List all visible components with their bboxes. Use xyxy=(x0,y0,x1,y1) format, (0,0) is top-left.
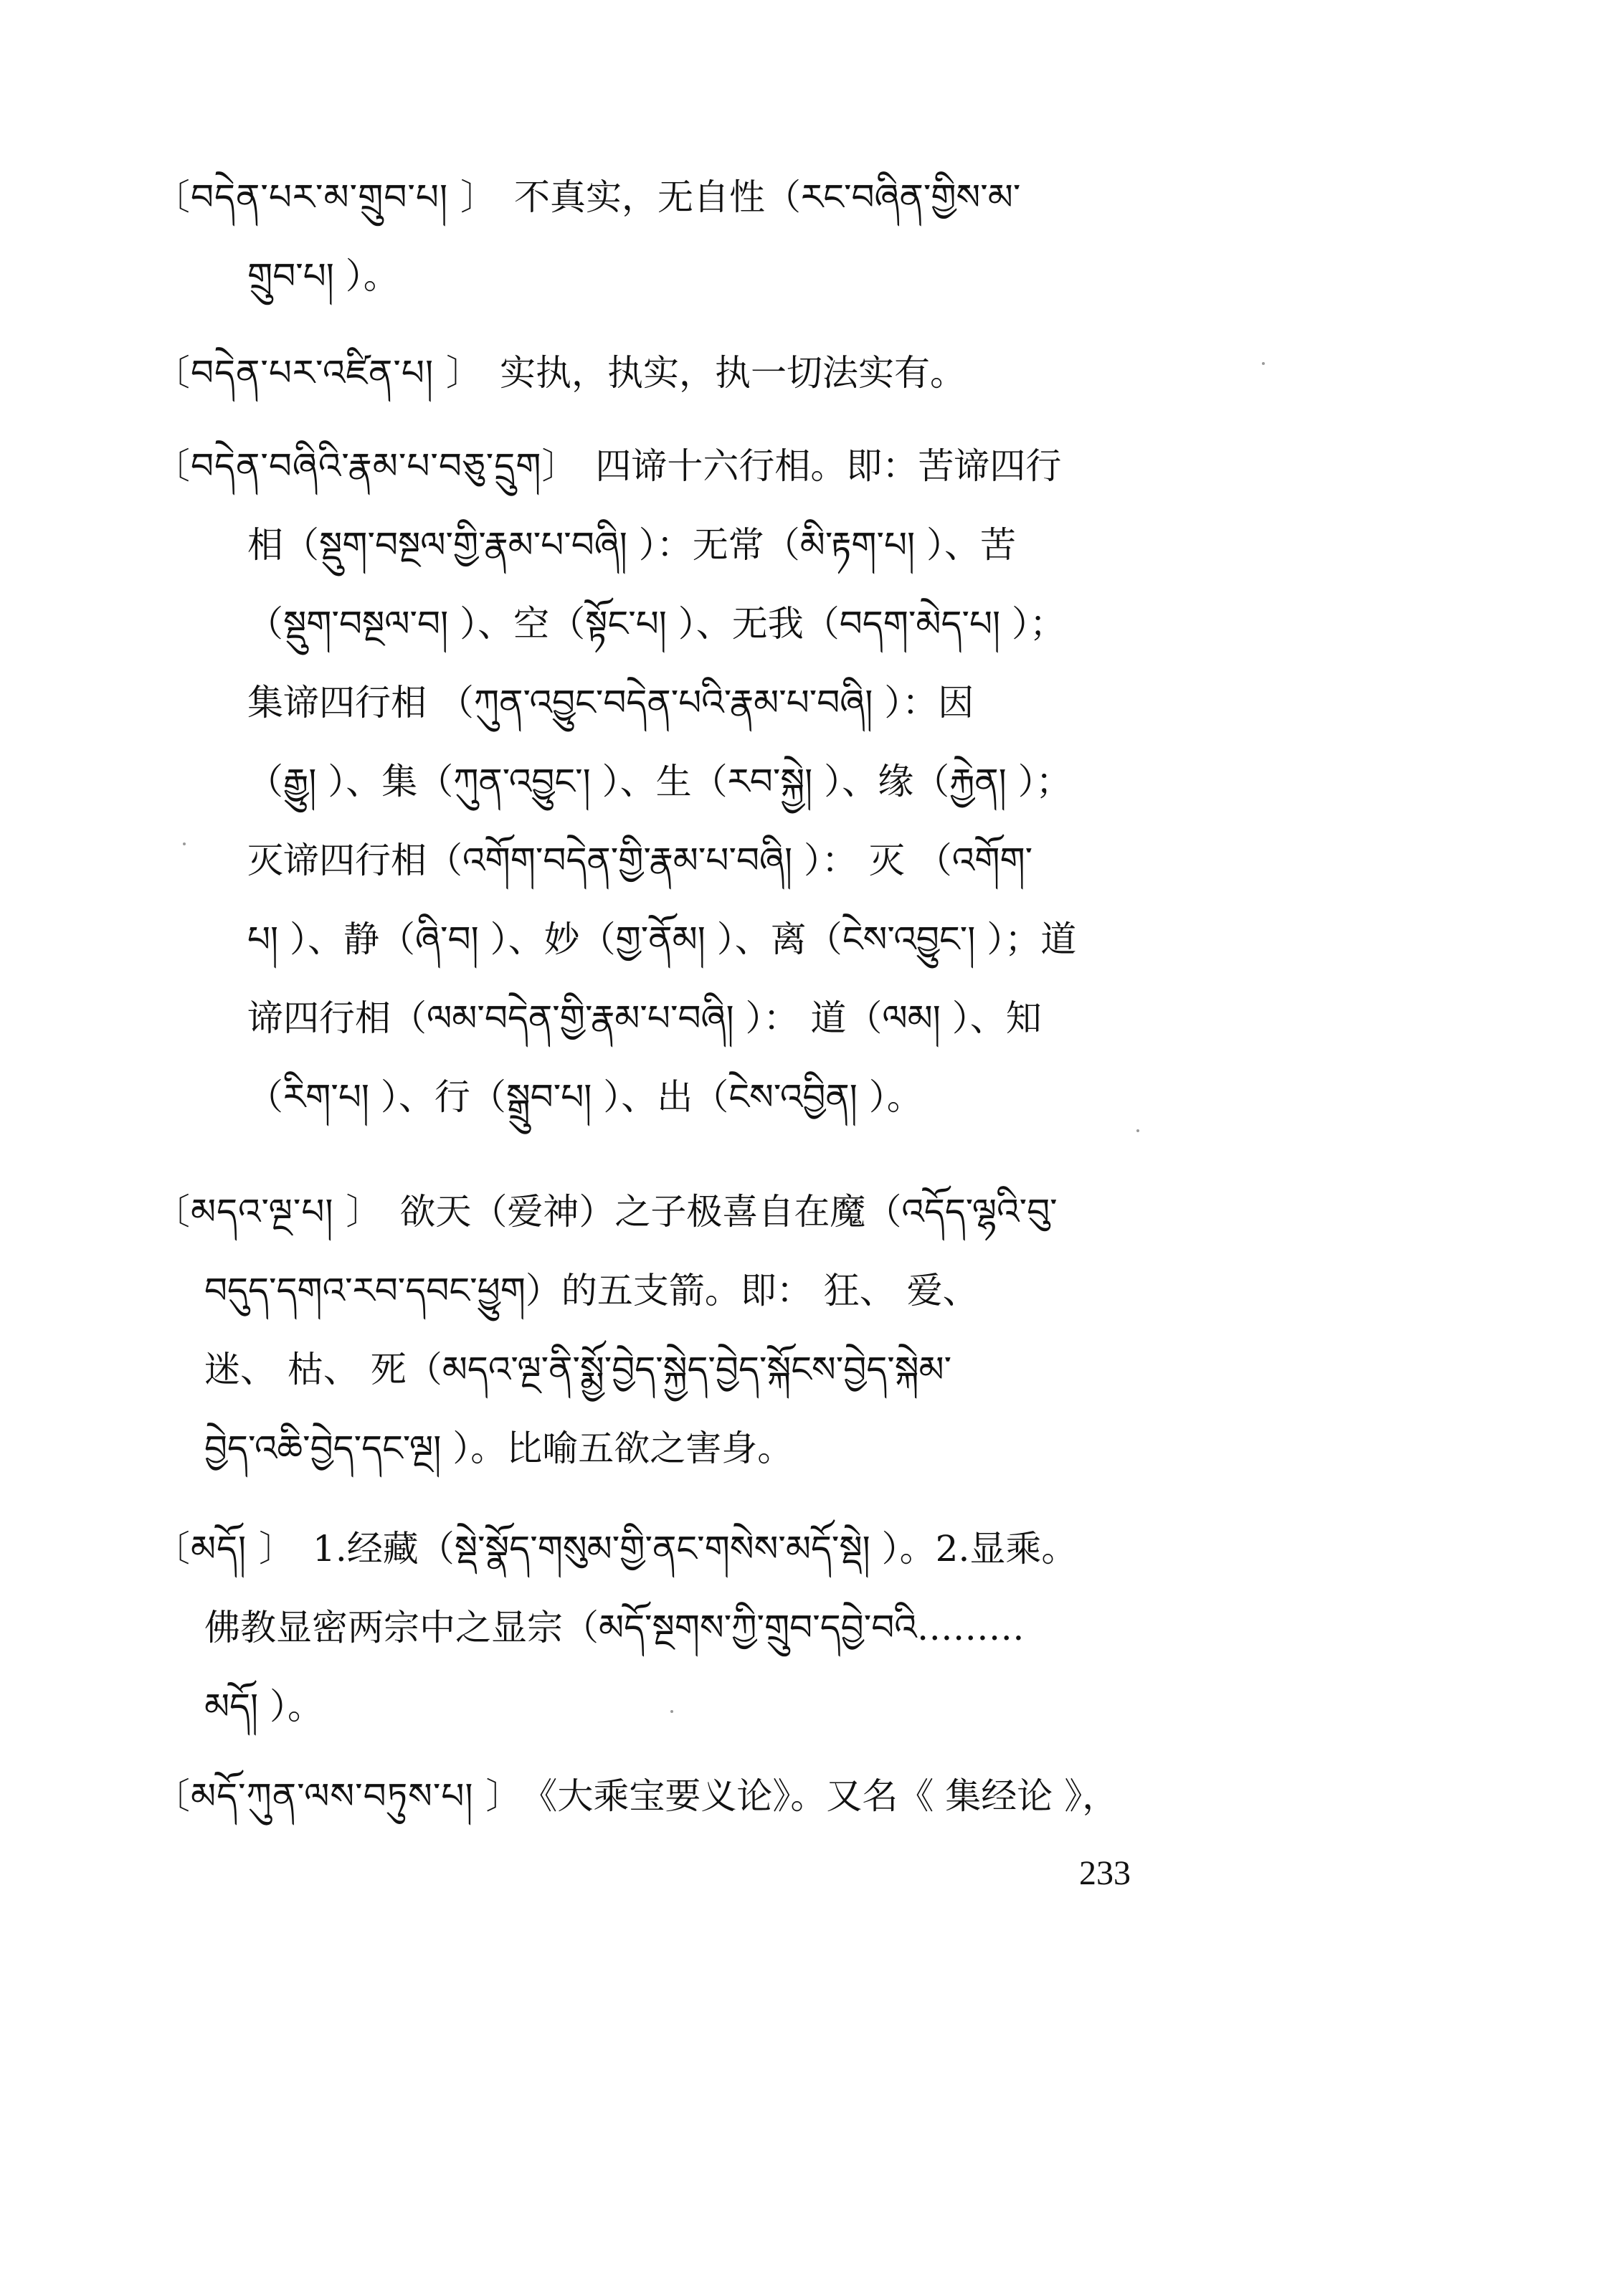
entry-definition-line: 谛四行相（ལམ་བདེན་གྱི་རྣམ་པ་བཞི། ）： 道（ལམ། ）、知 xyxy=(247,997,1042,1039)
entry-first-line xyxy=(154,1172,1244,1251)
entry-definition-line: པ། ）、静（ཞི་བ། ）、妙（གྱ་ནོམ། ）、离（ངེས་འབྱུང་། ）；道 xyxy=(247,918,1077,960)
scan-speck xyxy=(1262,362,1265,365)
entry-definition-line: 实执，执实，执一切法实有。 xyxy=(499,352,966,394)
entry-definition-line: 欲天（爱神）之子极喜自在魔（འདོད་ལྷའི་བུ་ xyxy=(399,1191,1058,1233)
scan-speck xyxy=(670,1710,673,1713)
entry-first-line xyxy=(154,158,1244,237)
entry-headword: 〔མདོ། 〕 xyxy=(154,1528,296,1570)
entry-definition-line: 集谛四行相 （ཀུན་འབྱུང་བདེན་པའི་རྣམ་པ་བཞི། ）：因 xyxy=(247,682,974,723)
entry-definition-line: 《大乘宝要义论》。又名《 集经论 》， xyxy=(539,1775,1119,1817)
dictionary-entry xyxy=(154,1757,1244,1836)
entry-first-line xyxy=(154,1757,1244,1836)
entry-definition-line: 不真实，无自性（རང་བཞིན་གྱིས་མ་ xyxy=(513,176,1021,218)
entry-headword: 〔མདའ་ལྔ་པ། 〕 xyxy=(154,1191,383,1233)
entry-definition-line: （རིག་པ། ）、行（སྒྲུབ་པ། ）、出（ངེས་འབྱིན། ）。 xyxy=(247,1076,923,1118)
dictionary-entry xyxy=(154,333,1244,412)
entry-definition-line: 1.经藏（སྡེ་སྣོད་གསུམ་གྱི་ནང་གསེས་མདོ་སྡེ། ）。2.显乘。 xyxy=(313,1528,1078,1570)
entry-definition-line: 四谛十六行相。即：苦谛四行 xyxy=(595,445,1062,487)
entry-first-line xyxy=(154,427,1244,505)
entry-definition-line: （སྡུག་བསྔལ་བ། ）、空（སྟོང་པ། ）、无我（བདག་མེད་པ། ）； xyxy=(247,603,1066,645)
entry-first-line xyxy=(154,1509,1244,1588)
entry-definition-line: བདུད་དགའ་རབ་དབང་ཕྱུག）的五支箭。即： 狂、 爱、 xyxy=(204,1270,979,1311)
entry-definition-line: （རྒྱུ། ）、集（ཀུན་འབྱུང་། ）、生（རབ་སྐྱེ། ）、缘（རྐྱེན། ）； xyxy=(247,761,1072,802)
dictionary-entry xyxy=(154,158,1244,315)
entry-definition-line: 灭谛四行相（འགོག་བདེན་གྱི་རྣམ་པ་བཞི། ）： 灭 （འགོག་ xyxy=(247,840,1033,881)
dictionary-entry xyxy=(154,1509,1244,1746)
entry-definition-line: མདོ། ）。 xyxy=(204,1686,324,1727)
dictionary-entry xyxy=(154,427,1244,1136)
scan-speck xyxy=(1136,1129,1139,1132)
entry-definition-line: 佛教显密两宗中之显宗（མདོ་སྔགས་ཀྱི་གྲུབ་དབྱེ་བའི……… xyxy=(204,1607,1025,1648)
entry-first-line xyxy=(154,333,1244,412)
entry-headword: 〔བདེན་པར་འཛིན་པ། 〕 xyxy=(154,352,483,394)
entry-definition-line: 相（སྡུག་བསྔལ་གྱི་རྣམ་པ་བཞི། ）：无常（མི་རྟག་པ། ）、苦 xyxy=(247,524,1017,566)
entry-definition-line: གྲུབ་པ། ）。 xyxy=(247,255,399,297)
page-number: 233 xyxy=(1079,1854,1131,1892)
entry-headword: 〔མདོ་ཀུན་ལས་བཏུས་པ། 〕 xyxy=(154,1775,523,1817)
entry-definition-line: 迷、 枯、 死（མདའ་ལྔ་ནི་སྨྱོ་བྱེད་སྐྱེད་བྱེད་སྐོངས་བྱེད་སྐེམ་ xyxy=(204,1349,952,1390)
entry-definition-line: བྱེད་འཆི་བྱེད་དང་ལྔ། ）。比喻五欲之害身。 xyxy=(204,1428,794,1469)
entry-headword: 〔བདེན་པར་མ་གྲུབ་པ། 〕 xyxy=(154,176,497,218)
dictionary-entry xyxy=(154,1172,1244,1488)
scan-speck xyxy=(183,842,186,845)
entry-headword: 〔བདེན་བཞིའི་རྣམ་པ་བཅུ་དྲུག〕 xyxy=(154,445,579,487)
